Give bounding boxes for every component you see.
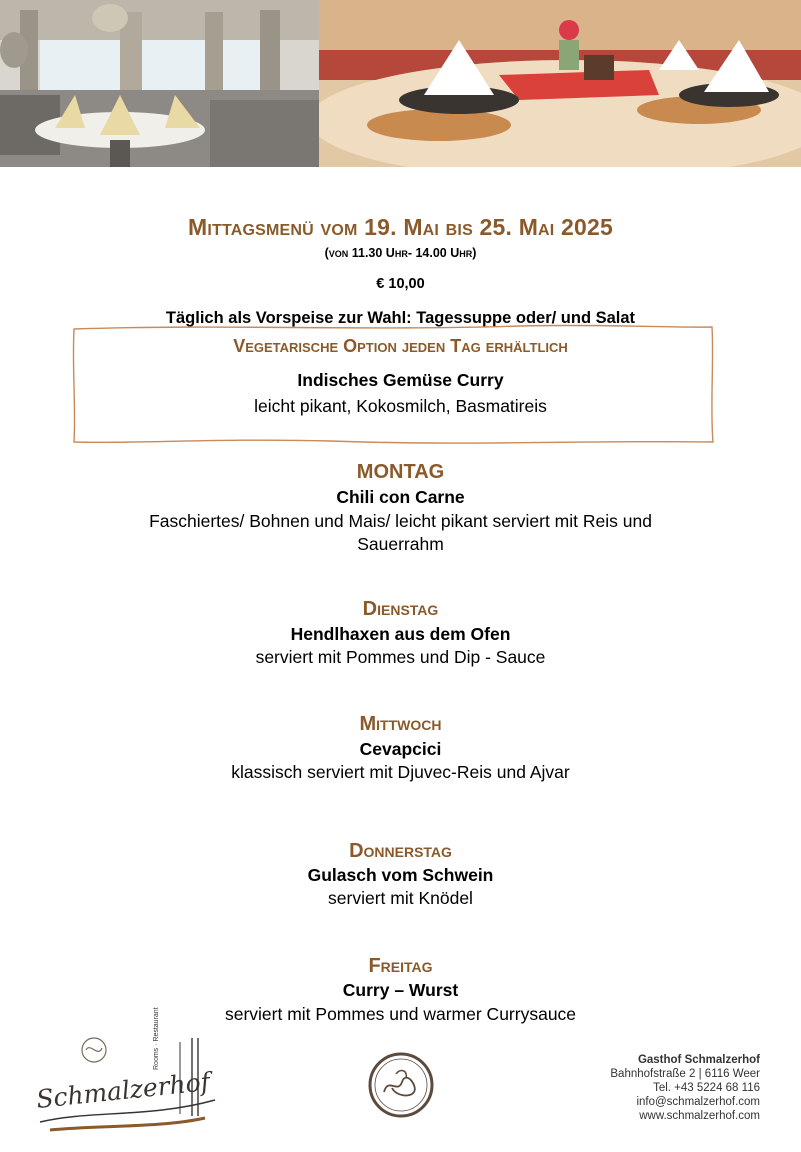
description-donnerstag: serviert mit Knödel <box>328 888 473 908</box>
contact-block <box>610 1053 760 1123</box>
menu-title: Mittagsmenü vom 19. Mai bis 25. Mai 2025 <box>187 214 614 240</box>
description-mittwoch: klassisch serviert mit Djuvec-Reis und Ajvar <box>231 762 570 782</box>
day-label-dienstag: Dienstag <box>362 598 439 620</box>
description-dienstag: serviert mit Pommes und Dip - Sauce <box>255 647 546 667</box>
dish-montag: Chili con Carne <box>336 487 465 507</box>
email-link[interactable]: info@schmalzerhof.com <box>636 1096 760 1108</box>
restaurant-interior-photo <box>0 0 319 167</box>
logo-text: Schmalzerhof <box>34 1066 212 1115</box>
vegetarian-heading: Vegetarische Option jeden Tag erhältlich <box>233 336 568 356</box>
vegetarian-description: leicht pikant, Kokosmilch, Basmatireis <box>254 396 547 416</box>
dish-donnerstag: Gulasch vom Schwein <box>307 865 494 885</box>
starter-note: Täglich als Vorspeise zur Wahl: Tagessuppe oder/ und Salat <box>165 309 636 327</box>
description-montag-line1: Faschiertes/ Bohnen und Mais/ leicht pikant serviert mit Reis und <box>149 511 652 531</box>
address: Bahnhofstraße 2 | 6116 Weer <box>610 1068 760 1080</box>
phone: Tel. +43 5224 68 116 <box>653 1082 760 1094</box>
dish-dienstag: Hendlhaxen aus dem Ofen <box>290 624 511 644</box>
website-link[interactable]: www.schmalzerhof.com <box>639 1110 760 1122</box>
day-label-donnerstag: Donnerstag <box>349 840 452 862</box>
dish-mittwoch: Cevapcici <box>359 739 442 759</box>
day-label-montag: MONTAG <box>356 461 445 483</box>
vegetarian-dish: Indisches Gemüse Curry <box>297 370 504 390</box>
logo-subtext: Rooms · Restaurant <box>153 1007 160 1070</box>
menu-price: € 10,00 <box>376 276 425 292</box>
ornament-emblem <box>366 1052 436 1118</box>
schmalzerhof-logo <box>30 1007 220 1138</box>
table-setting-photo <box>319 0 801 167</box>
description-montag-line2: Sauerrahm <box>357 534 444 554</box>
description-montag <box>0 510 801 556</box>
dish-freitag: Curry – Wurst <box>342 980 459 1000</box>
serving-hours: (von 11.30 Uhr- 14.00 Uhr) <box>324 246 477 260</box>
day-label-mittwoch: Mittwoch <box>359 713 442 735</box>
business-name: Gasthof Schmalzerhof <box>637 1054 760 1066</box>
description-freitag: serviert mit Pommes und warmer Currysauce <box>224 1004 577 1024</box>
day-label-freitag: Freitag <box>368 955 433 977</box>
